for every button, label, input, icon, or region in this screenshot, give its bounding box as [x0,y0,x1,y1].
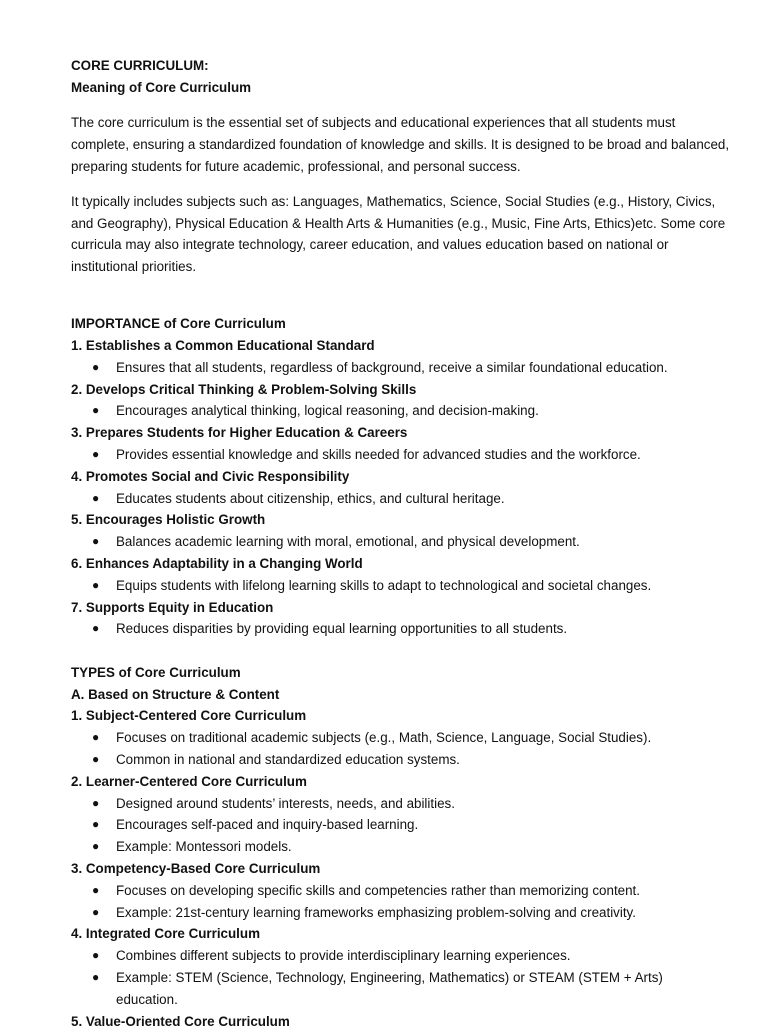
importance-bullet-list [71,618,728,640]
bullet-icon: ● [92,403,100,418]
bullet-text: Ensures that all students, regardless of background, receive a similar foundational education. [116,359,668,375]
types-item-title: 3. Competency-Based Core Curriculum [71,861,321,877]
bullet-text: Example: STEM (Science, Technology, Engineering, Mathematics) or STEAM (STEM + Arts) education. [116,970,663,1007]
list-item [71,488,728,510]
importance-bullet-list [71,444,728,466]
bullet-text: Example: Montessori models. [116,839,292,855]
list-item [71,836,728,858]
importance-heading: IMPORTANCE of Core Curriculum [71,316,286,332]
types-item-title: 1. Subject-Centered Core Curriculum [71,708,307,724]
types-item-title: 4. Integrated Core Curriculum [71,926,260,942]
list-item [71,749,728,771]
document-title: CORE CURRICULUM: [71,58,209,73]
spacer [71,640,728,662]
bullet-icon: ● [92,817,100,832]
importance-item-title: 6. Enhances Adaptability in a Changing World [71,555,363,571]
meaning-paragraph-1: The core curriculum is the essential set of subjects and educational experiences that all students must complete, ensuring a standardized foundation of knowledge and skills. It is designed to be broad and balanced, preparing students for future academic, professional, and personal success. [71,114,730,174]
importance-bullet-list [71,357,728,379]
bullet-text: Focuses on traditional academic subjects (e.g., Math, Science, Language, Social Studies). [116,730,652,746]
types-item-title: 5. Value-Oriented Core Curriculum [71,1013,290,1029]
bullet-icon: ● [92,621,100,636]
types-bullet-list [71,727,728,771]
importance-item-title: 5. Encourages Holistic Growth [71,512,266,528]
list-item [71,902,728,924]
bullet-text: Focuses on developing specific skills and competencies rather than memorizing content. [116,882,640,898]
bullet-text: Equips students with lifelong learning skills to adapt to technological and societal changes. [116,577,652,593]
bullet-icon: ● [92,359,100,374]
bullet-text: Balances academic learning with moral, emotional, and physical development. [116,534,580,550]
spacer [71,291,728,313]
bullet-icon: ● [92,839,100,854]
list-item [71,727,728,749]
importance-bullet-list [71,400,728,422]
importance-item-title: 4. Promotes Social and Civic Responsibility [71,468,350,484]
bullet-icon: ● [92,730,100,745]
list-item [71,575,728,597]
list-item [71,531,728,553]
bullet-icon: ● [92,882,100,897]
list-item [71,618,728,640]
bullet-icon: ● [92,534,100,549]
types-bullet-list [71,793,728,858]
list-item [71,357,728,379]
importance-bullet-list [71,575,728,597]
bullet-icon: ● [92,795,100,810]
bullet-icon: ● [92,490,100,505]
bullet-text: Combines different subjects to provide interdisciplinary learning experiences. [116,948,571,964]
types-item-title: 2. Learner-Centered Core Curriculum [71,773,307,789]
importance-item-title: 3. Prepares Students for Higher Education & Careers [71,425,408,441]
bullet-icon: ● [92,577,100,592]
list-item [71,793,728,815]
list-item [71,880,728,902]
importance-item-title: 1. Establishes a Common Educational Standard [71,337,375,353]
bullet-text: Encourages self-paced and inquiry-based learning. [116,817,419,833]
bullet-icon: ● [92,904,100,919]
bullet-text: Designed around students’ interests, needs, and abilities. [116,795,455,811]
bullet-text: Provides essential knowledge and skills needed for advanced studies and the workforce. [116,446,641,462]
importance-bullet-list [71,531,728,553]
list-item [71,967,728,1011]
list-item [71,814,728,836]
bullet-text: Educates students about citizenship, ethics, and cultural heritage. [116,490,505,506]
list-item [71,945,728,967]
types-subheading: A. Based on Structure & Content [71,686,280,702]
importance-item-title: 7. Supports Equity in Education [71,599,274,615]
bullet-text: Encourages analytical thinking, logical reasoning, and decision-making. [116,403,539,419]
meaning-paragraph-2: It typically includes subjects such as: Languages, Mathematics, Science, Social Studies (e.g., History, Civics, and Geography), Physical Education & Health Arts & Humanities (e.g., Music, Fine Arts, Ethics)etc. Some core curricula may also integrate technology, career education, and values education based on national or institutional priorities. [71,193,726,275]
bullet-text: Common in national and standardized education systems. [116,752,460,768]
meaning-heading: Meaning of Core Curriculum [71,79,252,95]
importance-item-title: 2. Develops Critical Thinking & Problem-Solving Skills [71,381,417,397]
importance-bullet-list [71,488,728,510]
types-bullet-list [71,945,728,1010]
bullet-icon: ● [92,446,100,461]
bullet-icon: ● [92,948,100,963]
types-list [71,705,728,1032]
bullet-text: Example: 21st-century learning frameworks emphasizing problem-solving and creativity. [116,904,636,920]
bullet-icon: ● [92,752,100,767]
list-item [71,444,728,466]
bullet-text: Reduces disparities by providing equal learning opportunities to all students. [116,621,568,637]
types-heading: TYPES of Core Curriculum [71,664,241,680]
types-bullet-list [71,880,728,924]
importance-list [71,335,728,640]
list-item [71,400,728,422]
bullet-icon: ● [92,970,100,985]
